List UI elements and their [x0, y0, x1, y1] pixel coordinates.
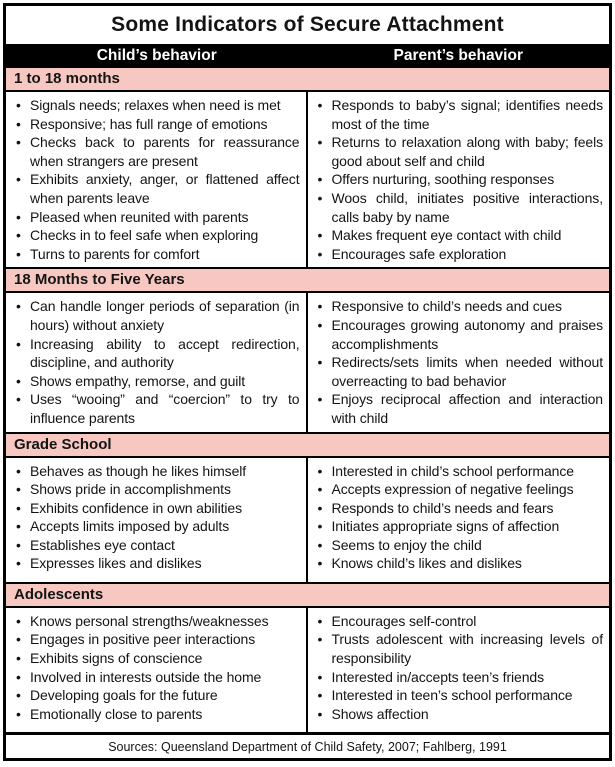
section-body	[6, 92, 609, 267]
age-section	[6, 582, 609, 732]
parent-behavior-cell	[308, 92, 610, 267]
table-sections	[6, 68, 609, 732]
child-behavior-cell	[6, 293, 308, 431]
parent-behavior-cell	[308, 293, 610, 431]
bullet-item: • Turns to parents for comfort	[12, 245, 300, 264]
child-behavior-cell	[6, 608, 308, 732]
parent-behavior-list	[314, 297, 604, 427]
age-group-header: Adolescents	[6, 582, 609, 608]
child-behavior-cell	[6, 92, 308, 267]
bullet-item: • Exhibits signs of conscience	[12, 649, 300, 668]
bullet-item: • Responds to baby’s signal; identifies needs most of the time	[314, 96, 604, 133]
parent-behavior-list	[314, 96, 604, 263]
bullet-item: • Emotionally close to parents	[12, 705, 300, 724]
child-behavior-list	[12, 462, 300, 574]
bullet-item: • Responsive; has full range of emotions	[12, 115, 300, 134]
bullet-item: • Knows personal strengths/weaknesses	[12, 612, 300, 631]
bullet-item: • Woos child, initiates positive interactions, calls baby by name	[314, 189, 604, 226]
bullet-item: • Returns to relaxation along with baby; feels good about self and child	[314, 133, 604, 170]
bullet-item: • Encourages growing autonomy and praises accomplishments	[314, 316, 604, 353]
sources-text: Sources: Queensland Department of Child Safety, 2007; Fahlberg, 1991	[108, 739, 507, 754]
bullet-item: • Makes frequent eye contact with child	[314, 226, 604, 245]
parent-behavior-cell	[308, 608, 610, 732]
page-title: Some Indicators of Secure Attachment	[111, 13, 504, 36]
child-behavior-list	[12, 96, 300, 263]
parent-behavior-cell	[308, 458, 610, 582]
child-behavior-list	[12, 297, 300, 427]
bullet-item: • Engages in positive peer interactions	[12, 630, 300, 649]
bullet-item: • Seems to enjoy the child	[314, 536, 604, 555]
bullet-item: • Knows child’s likes and dislikes	[314, 554, 604, 573]
age-group-header: 18 Months to Five Years	[6, 267, 609, 293]
age-group-header: 1 to 18 months	[6, 68, 609, 92]
child-behavior-list	[12, 612, 300, 724]
bullet-item: • Expresses likes and dislikes	[12, 554, 300, 573]
bullet-item: • Developing goals for the future	[12, 686, 300, 705]
footer-row	[6, 732, 609, 758]
age-section	[6, 267, 609, 431]
bullet-item: • Accepts limits imposed by adults	[12, 517, 300, 536]
age-section	[6, 432, 609, 582]
age-group-header: Grade School	[6, 432, 609, 458]
bullet-item: • Checks back to parents for reassurance when strangers are present	[12, 133, 300, 170]
section-body	[6, 608, 609, 732]
section-body	[6, 293, 609, 431]
bullet-item: • Increasing ability to accept redirection, discipline, and authority	[12, 335, 300, 372]
bullet-item: • Enjoys reciprocal affection and interaction with child	[314, 390, 604, 427]
parent-behavior-list	[314, 462, 604, 574]
bullet-item: • Shows affection	[314, 705, 604, 724]
bullet-item: • Offers nurturing, soothing responses	[314, 170, 604, 189]
bullet-item: • Accepts expression of negative feelings	[314, 480, 604, 499]
bullet-item: • Encourages self-control	[314, 612, 604, 631]
bullet-item: • Interested in child’s school performance	[314, 462, 604, 481]
bullet-item: • Shows pride in accomplishments	[12, 480, 300, 499]
age-section	[6, 68, 609, 267]
section-body	[6, 458, 609, 582]
bullet-item: • Trusts adolescent with increasing levels of responsibility	[314, 630, 604, 667]
child-behavior-cell	[6, 458, 308, 582]
bullet-item: • Encourages safe exploration	[314, 245, 604, 264]
bullet-item: • Interested in teen’s school performance	[314, 686, 604, 705]
bullet-item: • Uses “wooing” and “coercion” to try to influence parents	[12, 390, 300, 427]
bullet-item: • Behaves as though he likes himself	[12, 462, 300, 481]
bullet-item: • Signals needs; relaxes when need is met	[12, 96, 300, 115]
column-header-parent: Parent’s behavior	[393, 47, 523, 64]
column-header-child: Child’s behavior	[96, 47, 217, 64]
bullet-item: • Pleased when reunited with parents	[12, 208, 300, 227]
column-header-row	[6, 44, 609, 68]
bullet-item: • Interested in/accepts teen’s friends	[314, 668, 604, 687]
bullet-item: • Exhibits anxiety, anger, or flattened affect when parents leave	[12, 170, 300, 207]
bullet-item: • Shows empathy, remorse, and guilt	[12, 372, 300, 391]
parent-behavior-list	[314, 612, 604, 724]
bullet-item: • Responsive to child’s needs and cues	[314, 297, 604, 316]
bullet-item: • Initiates appropriate signs of affection	[314, 517, 604, 536]
bullet-item: • Involved in interests outside the home	[12, 668, 300, 687]
title-row	[6, 6, 609, 44]
bullet-item: • Exhibits confidence in own abilities	[12, 499, 300, 518]
bullet-item: • Checks in to feel safe when exploring	[12, 226, 300, 245]
attachment-table	[3, 3, 612, 761]
bullet-item: • Establishes eye contact	[12, 536, 300, 555]
bullet-item: • Responds to child’s needs and fears	[314, 499, 604, 518]
bullet-item: • Redirects/sets limits when needed without overreacting to bad behavior	[314, 353, 604, 390]
bullet-item: • Can handle longer periods of separation (in hours) without anxiety	[12, 297, 300, 334]
